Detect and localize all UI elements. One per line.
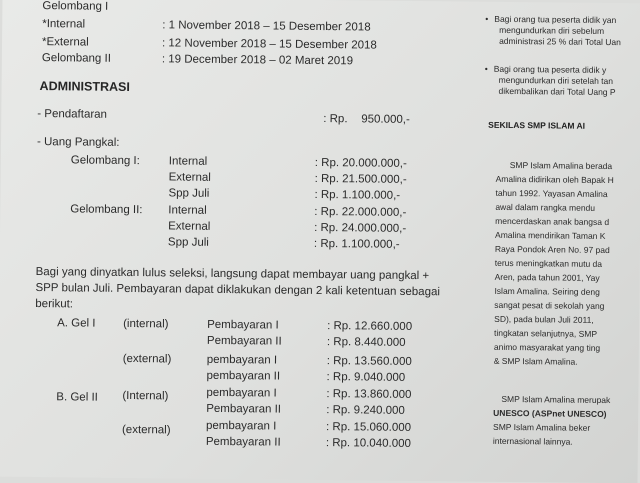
uang-pangkal-type: Internal <box>168 204 207 217</box>
installment-amount: : Rp. 15.060.000 <box>325 421 412 434</box>
right-para-line: Raya Pondok Aren No. 97 pad <box>494 243 610 256</box>
right-para-line: UNESCO (ASPnet UNESCO) <box>493 407 607 420</box>
right-bullet-2-line: mengundurkan diri setelah tan <box>498 74 614 87</box>
uang-pangkal-amount: : Rp. 1.100.000,- <box>314 188 401 202</box>
installment-amount: : Rp. 10.040.000 <box>325 437 411 450</box>
right-para-line: SMP Islam Amalina merupak <box>501 393 611 406</box>
right-para-line: terus meningkatkan mutu da <box>494 257 603 269</box>
pendaftaran-currency: : Rp. <box>323 113 348 126</box>
schedule-gelombang-2: Gelombang II <box>41 52 111 65</box>
installment-amount: : Rp. 13.860.000 <box>326 388 412 401</box>
installment-label: pembayaran I <box>206 386 277 400</box>
right-bullet-2-line: dikembalikan dari Total Uang P <box>498 85 616 98</box>
schedule-internal-date: : 1 November 2018 – 15 Desember 2018 <box>162 19 371 34</box>
installment-label: Pembayaran II <box>206 402 282 416</box>
installment-gel: A. Gel I <box>57 317 96 330</box>
uang-pangkal-type: External <box>168 171 211 184</box>
uang-pangkal-amount: : Rp. 21.500.000,- <box>314 172 407 186</box>
paragraph-line: Bagi yang dinyatkan lulus seleksi, langsung dapat membayar uang pangkal + <box>35 266 430 283</box>
installment-label: pembayaran I <box>206 353 278 367</box>
right-para-line: tahun 1992. Yayasan Amalina <box>495 187 608 200</box>
installment-amount: : Rp. 8.440.000 <box>326 336 406 349</box>
pendaftaran-label: - Pendaftaran <box>37 108 108 121</box>
right-para-line: & SMP Islam Amalina. <box>493 355 578 367</box>
right-column <box>472 2 640 483</box>
right-section-title: SEKILAS SMP ISLAM AI <box>488 119 586 131</box>
schedule-gelombang-2-date: : 19 December 2018 – 02 Maret 2019 <box>161 53 354 68</box>
uang-pangkal-type: External <box>168 220 211 233</box>
uang-pangkal-type: Internal <box>168 155 208 168</box>
installment-label: pembayaran I <box>205 419 277 433</box>
pendaftaran-amount: 950.000,- <box>361 113 410 126</box>
installment-amount: : Rp. 9.040.000 <box>326 371 406 384</box>
right-bullet-1-line: mengundurkan diri sebelum <box>499 24 605 36</box>
installment-label: pembayaran II <box>206 369 281 383</box>
paragraph-line: SPP bulan Juli. Pembayaran dapat diklakukan dengan 2 kali ketentuan sebagai <box>35 282 441 299</box>
paragraph-line: berikut: <box>35 298 74 311</box>
right-para-line: awal dalam rangka mendu <box>495 201 596 213</box>
uang-pangkal-amount: : Rp. 1.100.000,- <box>313 237 400 251</box>
installment-type: (internal) <box>123 317 169 331</box>
uang-pangkal-type: Spp Juli <box>167 236 209 249</box>
schedule-gelombang-1: Gelombang I <box>42 0 109 13</box>
uang-pangkal-group: Gelombang II: <box>70 203 143 217</box>
installment-type: (external) <box>122 352 172 366</box>
right-bullet-1-line: • Bagi orang tua peserta didik yan <box>485 14 616 26</box>
schedule-external-date: : 12 November 2018 – 15 Desember 2018 <box>161 37 377 52</box>
right-bullet-2-line: • Bagi orang tua peserta didik y <box>485 64 607 76</box>
uang-pangkal-amount: : Rp. 20.000.000,- <box>314 156 407 170</box>
uang-pangkal-label: - Uang Pangkal: <box>36 136 120 149</box>
uang-pangkal-type: Spp Juli <box>168 187 210 200</box>
right-bullet-1-line: administrasi 25 % dari Total Uan <box>499 35 621 48</box>
right-para-line: SMP Islam Amalina beker <box>493 421 591 433</box>
right-para-line: sangat pesat di sekolah yang <box>494 299 605 311</box>
right-para-line: Amalina mendirikan Taman K <box>495 229 606 241</box>
right-para-line: tingkatan selanjutnya, SMP <box>493 327 598 339</box>
installment-label: Pembayaran II <box>206 334 282 348</box>
installment-label: Pembayaran I <box>207 318 279 332</box>
right-para-line: SD), pada bulan Juli 2011, <box>494 313 594 325</box>
right-para-line: SMP Islam Amalina berada <box>509 159 613 172</box>
uang-pangkal-amount: : Rp. 22.000.000,- <box>314 205 407 219</box>
installment-type: (external) <box>121 423 171 437</box>
installment-amount: : Rp. 9.240.000 <box>326 404 405 417</box>
installment-label: Pembayaran II <box>205 435 281 449</box>
uang-pangkal-amount: : Rp. 24.000.000,- <box>314 221 407 235</box>
installment-type: (Internal) <box>122 389 169 403</box>
installment-amount: : Rp. 12.660.000 <box>327 320 413 333</box>
installment-amount: : Rp. 13.560.000 <box>326 355 412 368</box>
administrasi-heading: ADMINISTRASI <box>39 79 130 95</box>
right-para-line: internasional lainnya. <box>492 435 573 447</box>
uang-pangkal-group: Gelombang I: <box>70 154 140 168</box>
right-para-line: Aren, pada tahun 2001, Yay <box>494 271 600 283</box>
right-para-line: animo masyarakat yang ting <box>493 341 601 353</box>
right-para-line: Islam Amalina. Seiring deng <box>494 285 600 297</box>
schedule-external-label: *External <box>41 36 89 49</box>
right-para-line: mencerdaskan anak bangsa d <box>495 215 610 228</box>
right-para-line: Amalina didirikan oleh Bapak H <box>495 173 614 186</box>
installment-gel: B. Gel II <box>56 391 98 404</box>
schedule-internal-label: *Internal <box>42 18 86 31</box>
